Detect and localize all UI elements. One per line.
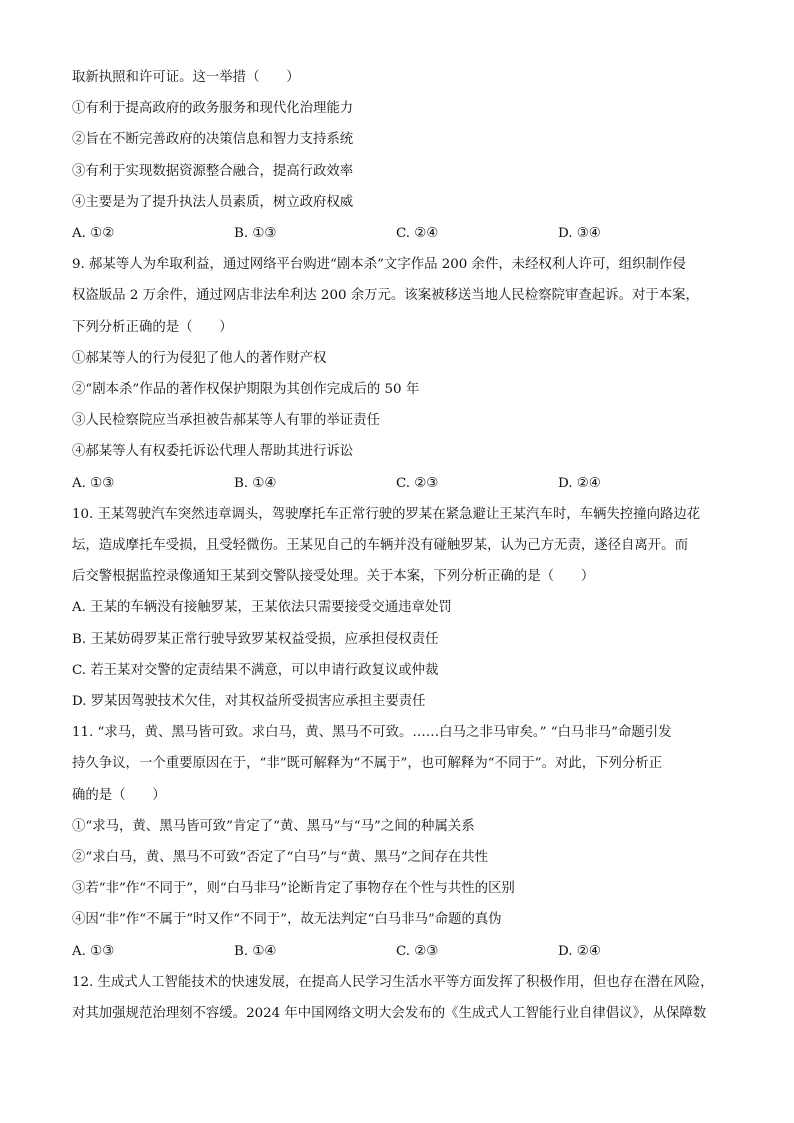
statement-item: ①“求马，黄、黑马皆可致”肯定了“黄、黑马”与“马”之间的种属关系 bbox=[72, 818, 475, 834]
question-9 bbox=[72, 249, 744, 499]
statement-item: ①郝某等人的行为侵犯了他人的著作财产权 bbox=[72, 350, 327, 366]
answer-options bbox=[72, 936, 744, 967]
statement-item: ②“求白马，黄、黑马不可致”否定了“白马”与“黄、黑马”之间存在共性 bbox=[72, 850, 489, 866]
option-a: A. ①② bbox=[72, 226, 115, 242]
option-a: A. 王某的车辆没有接触罗某，王某依法只需要接受交通违章处罚 bbox=[72, 600, 452, 616]
option-b: B. ①④ bbox=[234, 475, 277, 491]
answer-options bbox=[72, 218, 744, 249]
question-10 bbox=[72, 499, 744, 717]
question-stem: 9. 郝某等人为牟取利益，通过网络平台购进“剧本杀”文字作品 200 余件，未经权利人许可，组织制作侵 bbox=[72, 257, 686, 273]
option-a: A. ①③ bbox=[72, 943, 115, 959]
question-stem: 10. 王某驾驶汽车突然违章调头，驾驶摩托车正常行驶的罗某在紧急避让王某汽车时，车辆失控撞向路边花 bbox=[72, 506, 701, 522]
option-c: C. 若王某对交警的定责结果不满意，可以申请行政复议或仲裁 bbox=[72, 662, 439, 678]
option-d: D. ②④ bbox=[558, 475, 601, 491]
option-c: C. ②③ bbox=[396, 943, 439, 959]
option-d: D. 罗某因驾驶技术欠佳，对其权益所受损害应承担主要责任 bbox=[72, 694, 426, 710]
question-stem: 12. 生成式人工智能技术的快速发展，在提高人民学习生活水平等方面发挥了积极作用，但也存在潜在风险， bbox=[72, 974, 714, 990]
statement-item: ②“剧本杀”作品的著作权保护期限为其创作完成后的 50 年 bbox=[72, 382, 420, 398]
option-c: C. ②④ bbox=[396, 226, 439, 242]
question-stem: 持久争议，一个重要原因在于，“非”既可解释为“不属于”，也可解释为“不同于”。对此，下列分析正 bbox=[72, 756, 663, 772]
statement-item: ③人民检察院应当承担被告郝某等人有罪的举证责任 bbox=[72, 413, 380, 429]
option-b: B. ①③ bbox=[234, 226, 277, 242]
option-d: D. ③④ bbox=[558, 226, 601, 242]
statement-item: ③若“非”作“不同于”，则“白马非马”论断肯定了事物存在个性与共性的区别 bbox=[72, 881, 515, 897]
question-stem: 下列分析正确的是（ ） bbox=[72, 319, 233, 335]
question-stem: 确的是（ ） bbox=[72, 787, 166, 803]
question-12 bbox=[72, 967, 744, 1029]
statement-item: ②旨在不断完善政府的决策信息和智力支持系统 bbox=[72, 132, 354, 148]
option-c: C. ②③ bbox=[396, 475, 439, 491]
statement-item: ④主要是为了提升执法人员素质，树立政府权威 bbox=[72, 194, 354, 210]
statement-item: ④因“非”作“不属于”时又作“不同于”，故无法判定“白马非马”命题的真伪 bbox=[72, 912, 502, 928]
question-11 bbox=[72, 717, 744, 967]
question-stem: 坛，造成摩托车受损，且受轻微伤。王某见自己的车辆并没有碰触罗某，认为己方无责，遂径自离开。而 bbox=[72, 538, 688, 554]
statement-item: ④郝某等人有权委托诉讼代理人帮助其进行诉讼 bbox=[72, 444, 354, 460]
answer-options bbox=[72, 468, 744, 499]
statement-item: ①有利于提高政府的政务服务和现代化治理能力 bbox=[72, 101, 354, 117]
option-b: B. ①④ bbox=[234, 943, 277, 959]
question-stem: 后交警根据监控录像通知王某到交警队接受处理。关于本案，下列分析正确的是（ ） bbox=[72, 569, 595, 585]
statement-item: ③有利于实现数据资源整合融合，提高行政效率 bbox=[72, 163, 354, 179]
question-stem: 11. “求马，黄、黑马皆可致。求白马，黄、黑马不可致。……白马之非马审矣。” “白马非马”命题引发 bbox=[72, 725, 672, 741]
question-stem: 取新执照和许可证。这一举措（ ） bbox=[72, 70, 300, 85]
option-b: B. 王某妨碍罗某正常行驶导致罗某权益受损，应承担侵权责任 bbox=[72, 631, 439, 647]
question-8 bbox=[72, 62, 744, 249]
option-a: A. ①③ bbox=[72, 475, 115, 491]
option-d: D. ②④ bbox=[558, 943, 601, 959]
question-stem: 权盗版品 2 万余件，通过网店非法牟利达 200 余万元。该案被移送当地人民检察院审查起诉。对于本案， bbox=[72, 288, 699, 304]
question-stem: 对其加强规范治理刻不容缓。2024 年中国网络文明大会发布的《生成式人工智能行业自律倡议》，从保障数 bbox=[72, 1006, 707, 1022]
